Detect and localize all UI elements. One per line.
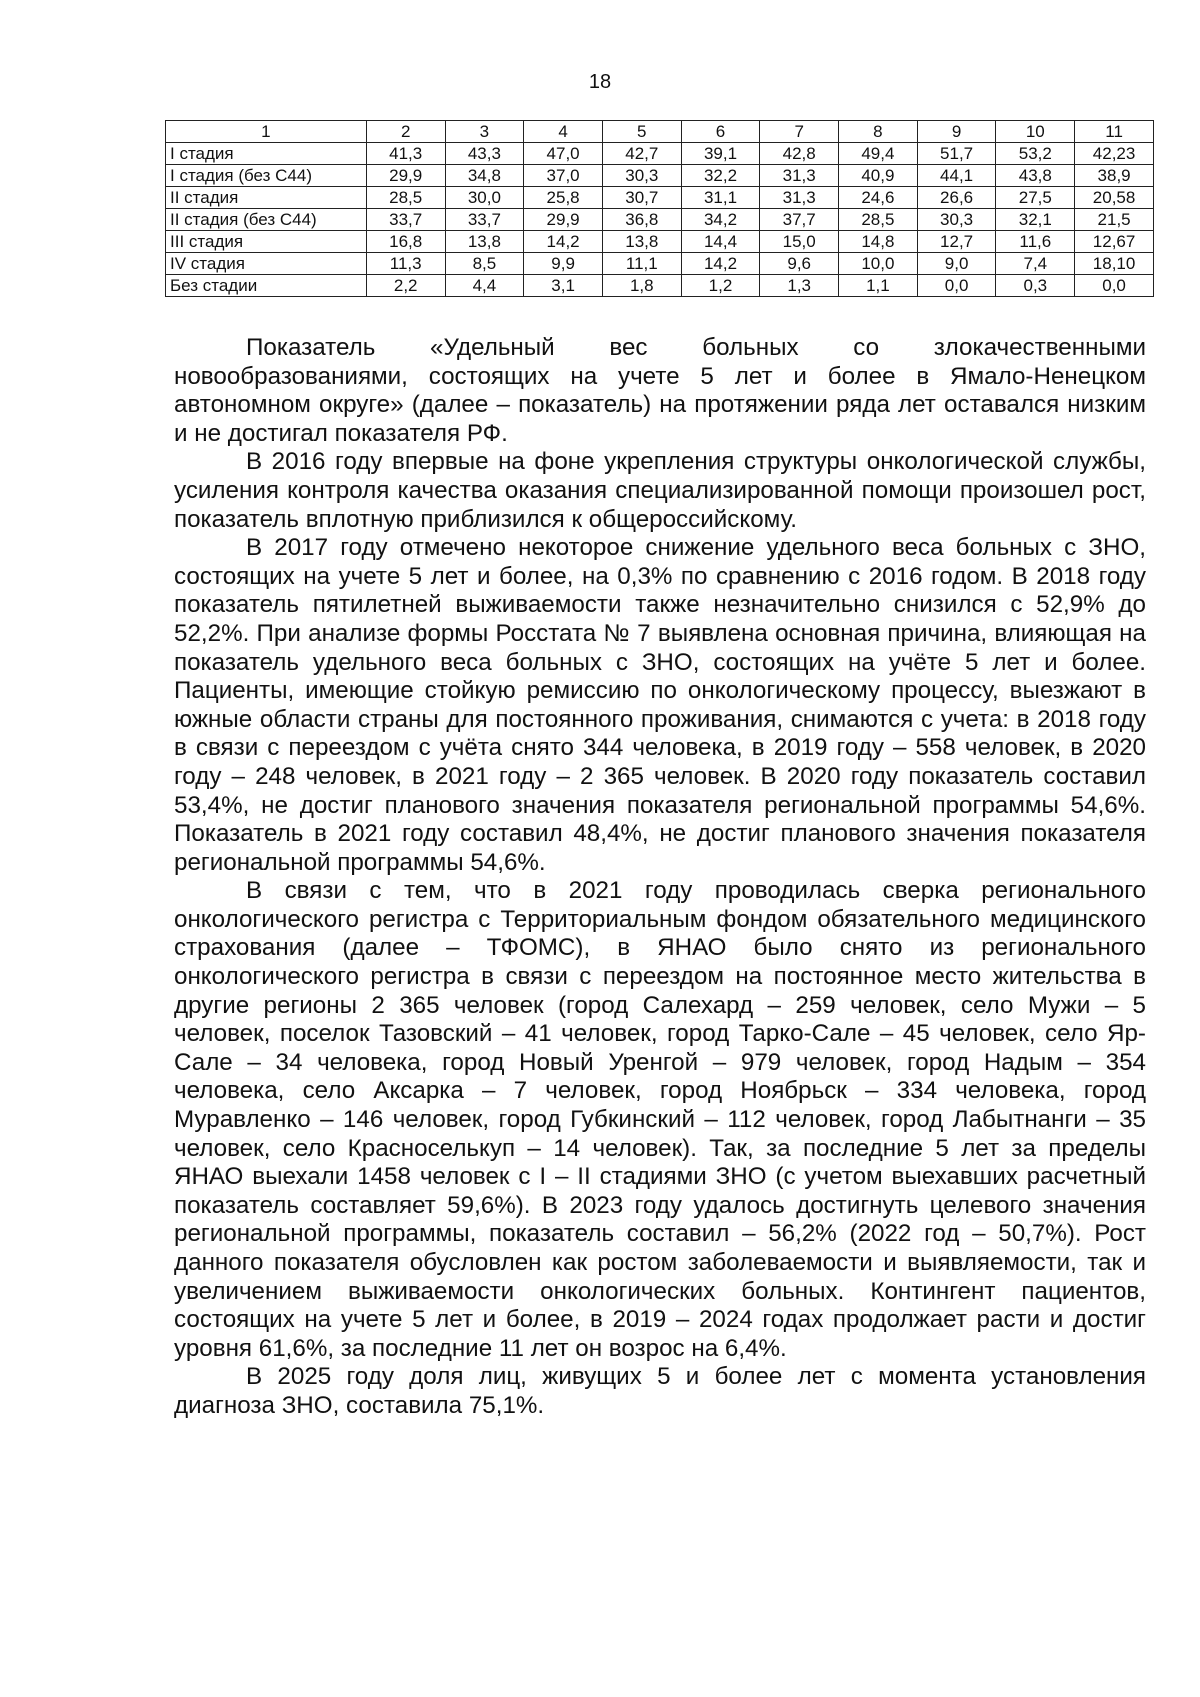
- table-cell: 1,8: [602, 275, 681, 297]
- table-cell: 14,4: [681, 231, 760, 253]
- table-row: [166, 187, 1154, 209]
- table-cell: 42,7: [602, 143, 681, 165]
- table-cell: 36,8: [602, 209, 681, 231]
- table-cell: 44,1: [917, 165, 996, 187]
- table-cell: 10: [996, 121, 1075, 143]
- table-cell: 53,2: [996, 143, 1075, 165]
- table-cell: 11,6: [996, 231, 1075, 253]
- stage-distribution-table: [165, 120, 1154, 297]
- table-cell: 10,0: [839, 253, 918, 275]
- table-cell: 9,6: [760, 253, 839, 275]
- table-cell: 14,8: [839, 231, 918, 253]
- table-cell: 11,1: [602, 253, 681, 275]
- row-label-cell: III стадия: [166, 231, 367, 253]
- table-cell: 42,8: [760, 143, 839, 165]
- table-cell: 30,0: [445, 187, 524, 209]
- table-cell: 18,10: [1075, 253, 1154, 275]
- table-row: [166, 231, 1154, 253]
- table-cell: 4,4: [445, 275, 524, 297]
- table-cell: 31,3: [760, 187, 839, 209]
- table-cell: 16,8: [366, 231, 445, 253]
- paragraph: В связи с тем, что в 2021 году проводилась сверка регионального онкологического регистра с Территориальным фондом обязательного медицинского страхования (далее – ТФОМС), в ЯНАО было снято из регионального онкологического регистра в связи с переездом на постоянное место жительства в другие регионы 2 365 человек (город Салехард – 259 человек, село Мужи – 5 человек, поселок Тазовский – 41 человек, город Тарко-Сале – 45 человек, село Яр-Сале – 34 человека, город Новый Уренгой – 979 человек, город Надым – 354 человека, село Аксарка – 7 человек, город Ноябрьск – 334 человека, город Муравленко – 146 человек, город Губкинский – 112 человек, город Лабытнанги – 35 человек, село Красноселькуп – 14 человек). Так, за последние 5 лет за пределы ЯНАО выехали 1458 человек с I – II стадиями ЗНО (с учетом выехавших расчетный показатель составляет 59,6%). В 2023 году удалось достигнуть целевого значения региональной программы, показатель составил – 56,2% (2022 год – 50,7%). Рост данного показателя обусловлен как ростом заболеваемости и выявляемости, так и увеличением выживаемости онкологических больных. Контингент пациентов, состоящих на учете 5 лет и более, в 2019 – 2024 годах продолжает расти и достиг уровня 61,6%, за последние 11 лет он возрос на 6,4%.: [174, 877, 1146, 1362]
- table-cell: 38,9: [1075, 165, 1154, 187]
- row-label-cell: IV стадия: [166, 253, 367, 275]
- table-cell: 27,5: [996, 187, 1075, 209]
- table-cell: 30,3: [602, 165, 681, 187]
- row-label-cell: I стадия (без С44): [166, 165, 367, 187]
- table-cell: 30,7: [602, 187, 681, 209]
- table-cell: 25,8: [524, 187, 603, 209]
- table-cell: 0,3: [996, 275, 1075, 297]
- table-cell: 51,7: [917, 143, 996, 165]
- table-cell: 13,8: [602, 231, 681, 253]
- table-cell: 41,3: [366, 143, 445, 165]
- table-cell: 9,0: [917, 253, 996, 275]
- table-cell: 11: [1075, 121, 1154, 143]
- table-cell: 37,7: [760, 209, 839, 231]
- table-cell: 0,0: [1075, 275, 1154, 297]
- table-cell: 33,7: [366, 209, 445, 231]
- table-cell: 8: [839, 121, 918, 143]
- table-header-row: [166, 121, 1154, 143]
- table-cell: 49,4: [839, 143, 918, 165]
- table-cell: 4: [524, 121, 603, 143]
- table-cell: 32,2: [681, 165, 760, 187]
- table-cell: 40,9: [839, 165, 918, 187]
- table-cell: 31,3: [760, 165, 839, 187]
- table-cell: 28,5: [839, 209, 918, 231]
- table-cell: 28,5: [366, 187, 445, 209]
- table-cell: 9,9: [524, 253, 603, 275]
- table-cell: 14,2: [524, 231, 603, 253]
- paragraph: Показатель «Удельный вес больных со злокачественными новообразованиями, состоящих на учете 5 лет и более в Ямало-Ненецком автономном округе» (далее – показатель) на протяжении ряда лет оставался низким и не достигал показателя РФ.: [174, 334, 1146, 447]
- table-cell: 33,7: [445, 209, 524, 231]
- table-cell: 31,1: [681, 187, 760, 209]
- table-cell: 30,3: [917, 209, 996, 231]
- table-cell: 37,0: [524, 165, 603, 187]
- table-cell: 34,2: [681, 209, 760, 231]
- table-cell: 29,9: [366, 165, 445, 187]
- table-row: [166, 143, 1154, 165]
- table-cell: 47,0: [524, 143, 603, 165]
- table-cell: 0,0: [917, 275, 996, 297]
- table-row: [166, 275, 1154, 297]
- table-cell: 26,6: [917, 187, 996, 209]
- table-cell: 9: [917, 121, 996, 143]
- table-cell: 20,58: [1075, 187, 1154, 209]
- table-cell: 34,8: [445, 165, 524, 187]
- table-cell: 43,8: [996, 165, 1075, 187]
- table-cell: 6: [681, 121, 760, 143]
- table-cell: 11,3: [366, 253, 445, 275]
- table-cell: 7,4: [996, 253, 1075, 275]
- table-cell: 21,5: [1075, 209, 1154, 231]
- page-number: 18: [588, 71, 612, 93]
- table-cell: 29,9: [524, 209, 603, 231]
- table-row: [166, 253, 1154, 275]
- table-cell: 39,1: [681, 143, 760, 165]
- paragraph: В 2016 году впервые на фоне укрепления структуры онкологической службы, усиления контроля качества оказания специализированной помощи произошел рост, показатель вплотную приблизился к общероссийскому.: [174, 448, 1146, 533]
- table-cell: 14,2: [681, 253, 760, 275]
- table-cell: 12,67: [1075, 231, 1154, 253]
- table-cell: 24,6: [839, 187, 918, 209]
- table-cell: 42,23: [1075, 143, 1154, 165]
- table-cell: 32,1: [996, 209, 1075, 231]
- table-row: [166, 209, 1154, 231]
- table-cell: 7: [760, 121, 839, 143]
- row-label-cell: II стадия: [166, 187, 367, 209]
- paragraph: В 2017 году отмечено некоторое снижение удельного веса больных с ЗНО, состоящих на учете 5 лет и более, на 0,3% по сравнению с 2016 годом. В 2018 году показатель пятилетней выживаемости также незначительно снизился с 52,9% до 52,2%. При анализе формы Росстата № 7 выявлена основная причина, влияющая на показатель удельного веса больных с ЗНО, состоящих на учёте 5 лет и более. Пациенты, имеющие стойкую ремиссию по онкологическому процессу, выезжают в южные области страны для постоянного проживания, снимаются с учета: в 2018 году в связи с переездом с учёта снято 344 человека, в 2019 году – 558 человек, в 2020 году – 248 человек, в 2021 году – 2 365 человек. В 2020 году показатель составил 53,4%, не достиг планового значения показателя региональной программы 54,6%. Показатель в 2021 году составил 48,4%, не достиг планового значения показателя региональной программы 54,6%.: [174, 534, 1146, 876]
- body-text: [174, 334, 1146, 1421]
- table-cell: 1,1: [839, 275, 918, 297]
- table-cell: 3: [445, 121, 524, 143]
- table-cell: 2,2: [366, 275, 445, 297]
- table-cell: 2: [366, 121, 445, 143]
- table-cell: 15,0: [760, 231, 839, 253]
- table-cell: 43,3: [445, 143, 524, 165]
- table-cell: 3,1: [524, 275, 603, 297]
- row-label-cell: Без стадии: [166, 275, 367, 297]
- table-cell: 12,7: [917, 231, 996, 253]
- row-label-cell: I стадия: [166, 143, 367, 165]
- row-label-cell: 1: [166, 121, 367, 143]
- table-cell: 5: [602, 121, 681, 143]
- row-label-cell: II стадия (без С44): [166, 209, 367, 231]
- table-row: [166, 165, 1154, 187]
- table-cell: 1,3: [760, 275, 839, 297]
- paragraph: В 2025 году доля лиц, живущих 5 и более лет с момента установления диагноза ЗНО, составила 75,1%.: [174, 1363, 1146, 1419]
- table-cell: 1,2: [681, 275, 760, 297]
- table-cell: 8,5: [445, 253, 524, 275]
- table-cell: 13,8: [445, 231, 524, 253]
